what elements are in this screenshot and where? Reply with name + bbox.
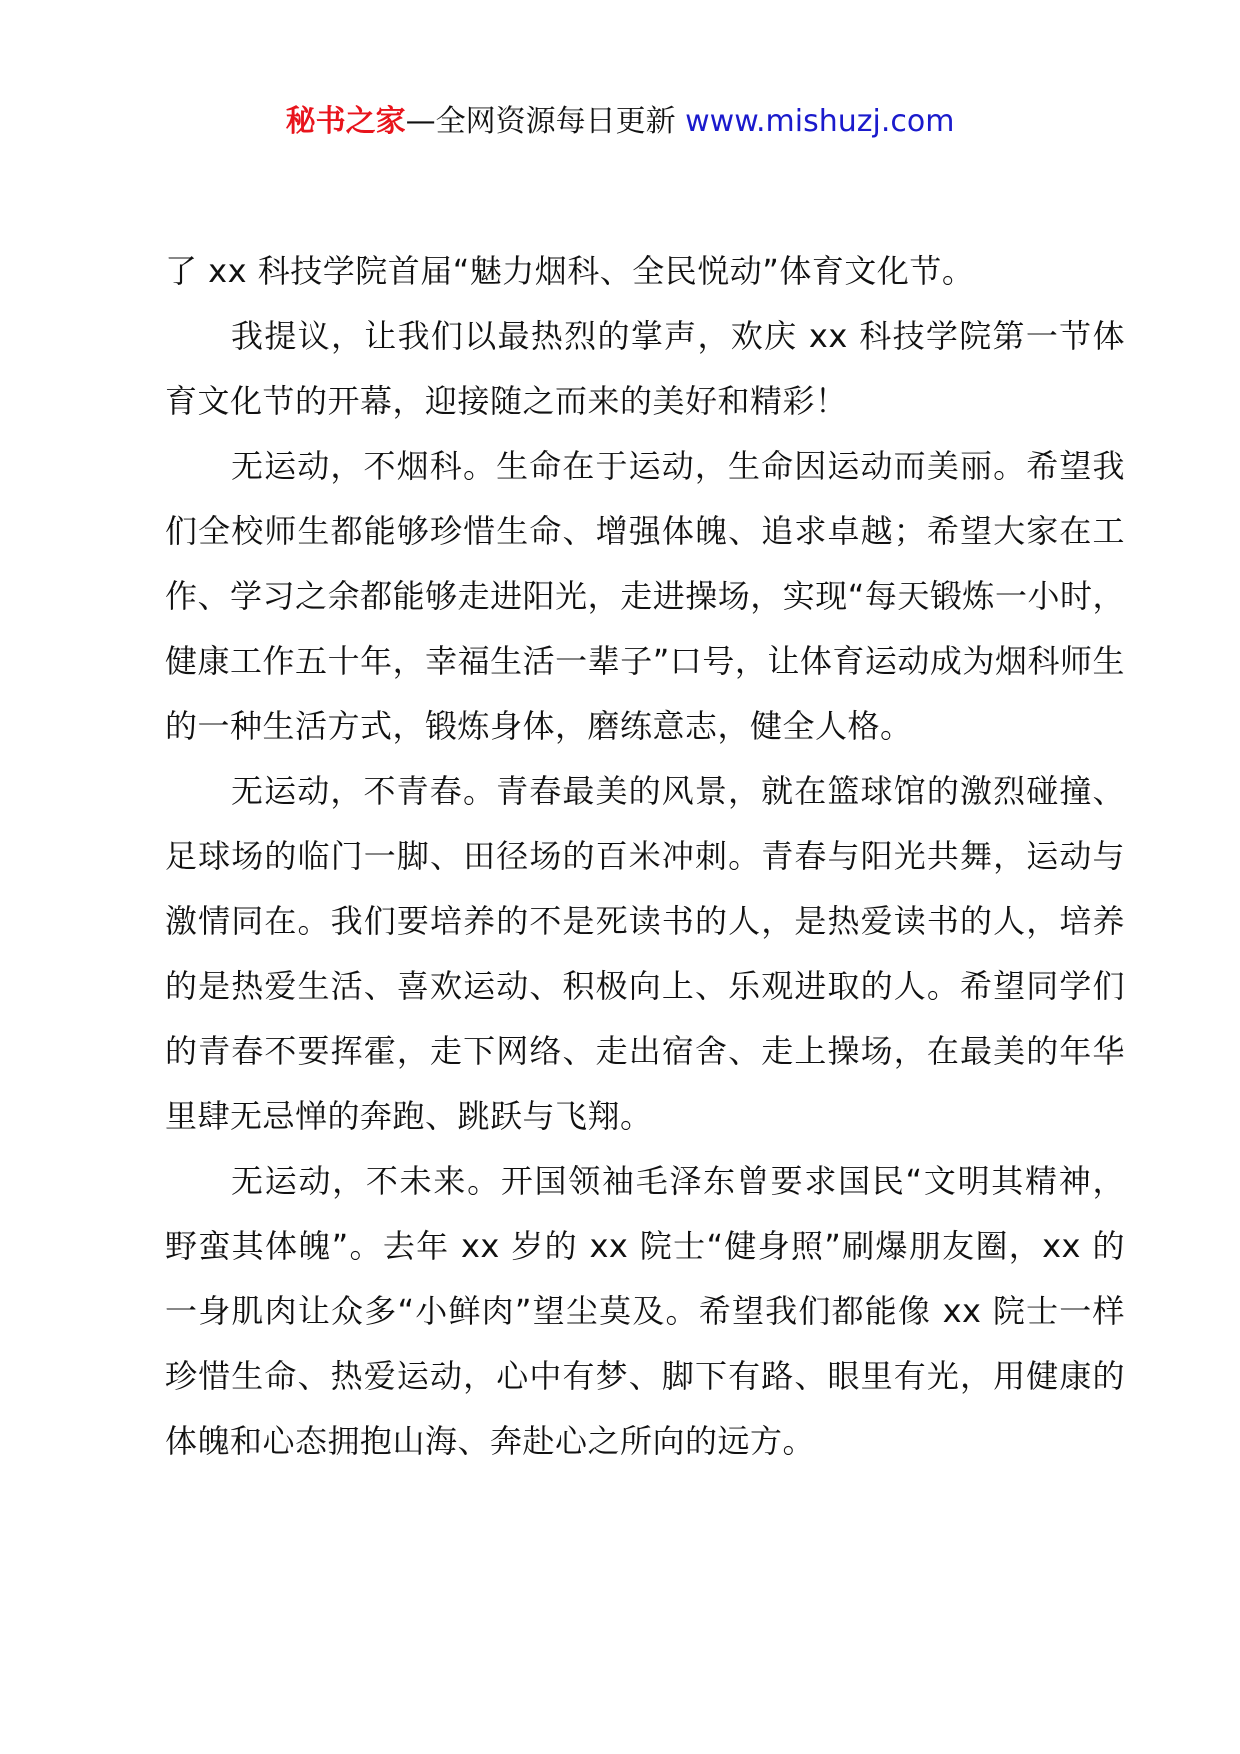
document-body xyxy=(165,239,1125,1474)
paragraph-youth: 无运动，不青春。青春最美的风景，就在篮球馆的激烈碰撞、足球场的临门一脚、田径场的百米冲刺。青春与阳光共舞，运动与激情同在。我们要培养的不是死读书的人，是热爱读书的人，培养的是热爱生活、喜欢运动、积极向上、乐观进取的人。希望同学们的青春不要挥霍，走下网络、走出宿舍、走上操场，在最美的年华里肆无忌惮的奔跑、跳跃与飞翔。 xyxy=(165,772,1125,1135)
paragraph-future: 无运动，不未来。开国领袖毛泽东曾要求国民“文明其精神，野蛮其体魄”。去年 xx 岁的 xx 院士“健身照”刷爆朋友圈，xx 的一身肌肉让众多“小鲜肉”望尘莫及。希望我们都能像 xx 院士一样珍惜生命、热爱运动，心中有梦、脚下有路、眼里有光，用健康的体魄和心态拥抱山海、奔赴心之所向的远方。 xyxy=(165,1162,1125,1460)
paragraph-proposal: 我提议，让我们以最热烈的掌声，欢庆 xx 科技学院第一节体育文化节的开幕，迎接随之而来的美好和精彩！ xyxy=(165,317,1125,420)
paragraph-continued: 了 xx 科技学院首届“魅力烟科、全民悦动”体育文化节。 xyxy=(165,252,975,290)
site-brand: 秘书之家 xyxy=(285,104,406,139)
site-url[interactable]: www.mishuzj.com xyxy=(685,104,955,139)
site-tagline: —全网资源每日更新 xyxy=(405,104,676,139)
site-header xyxy=(0,100,1240,144)
paragraph-yanke: 无运动，不烟科。生命在于运动，生命因运动而美丽。希望我们全校师生都能够珍惜生命、增强体魄、追求卓越；希望大家在工作、学习之余都能够走进阳光，走进操场，实现“每天锻炼一小时，健康工作五十年，幸福生活一辈子”口号，让体育运动成为烟科师生的一种生活方式，锻炼身体，磨练意志，健全人格。 xyxy=(165,447,1125,745)
